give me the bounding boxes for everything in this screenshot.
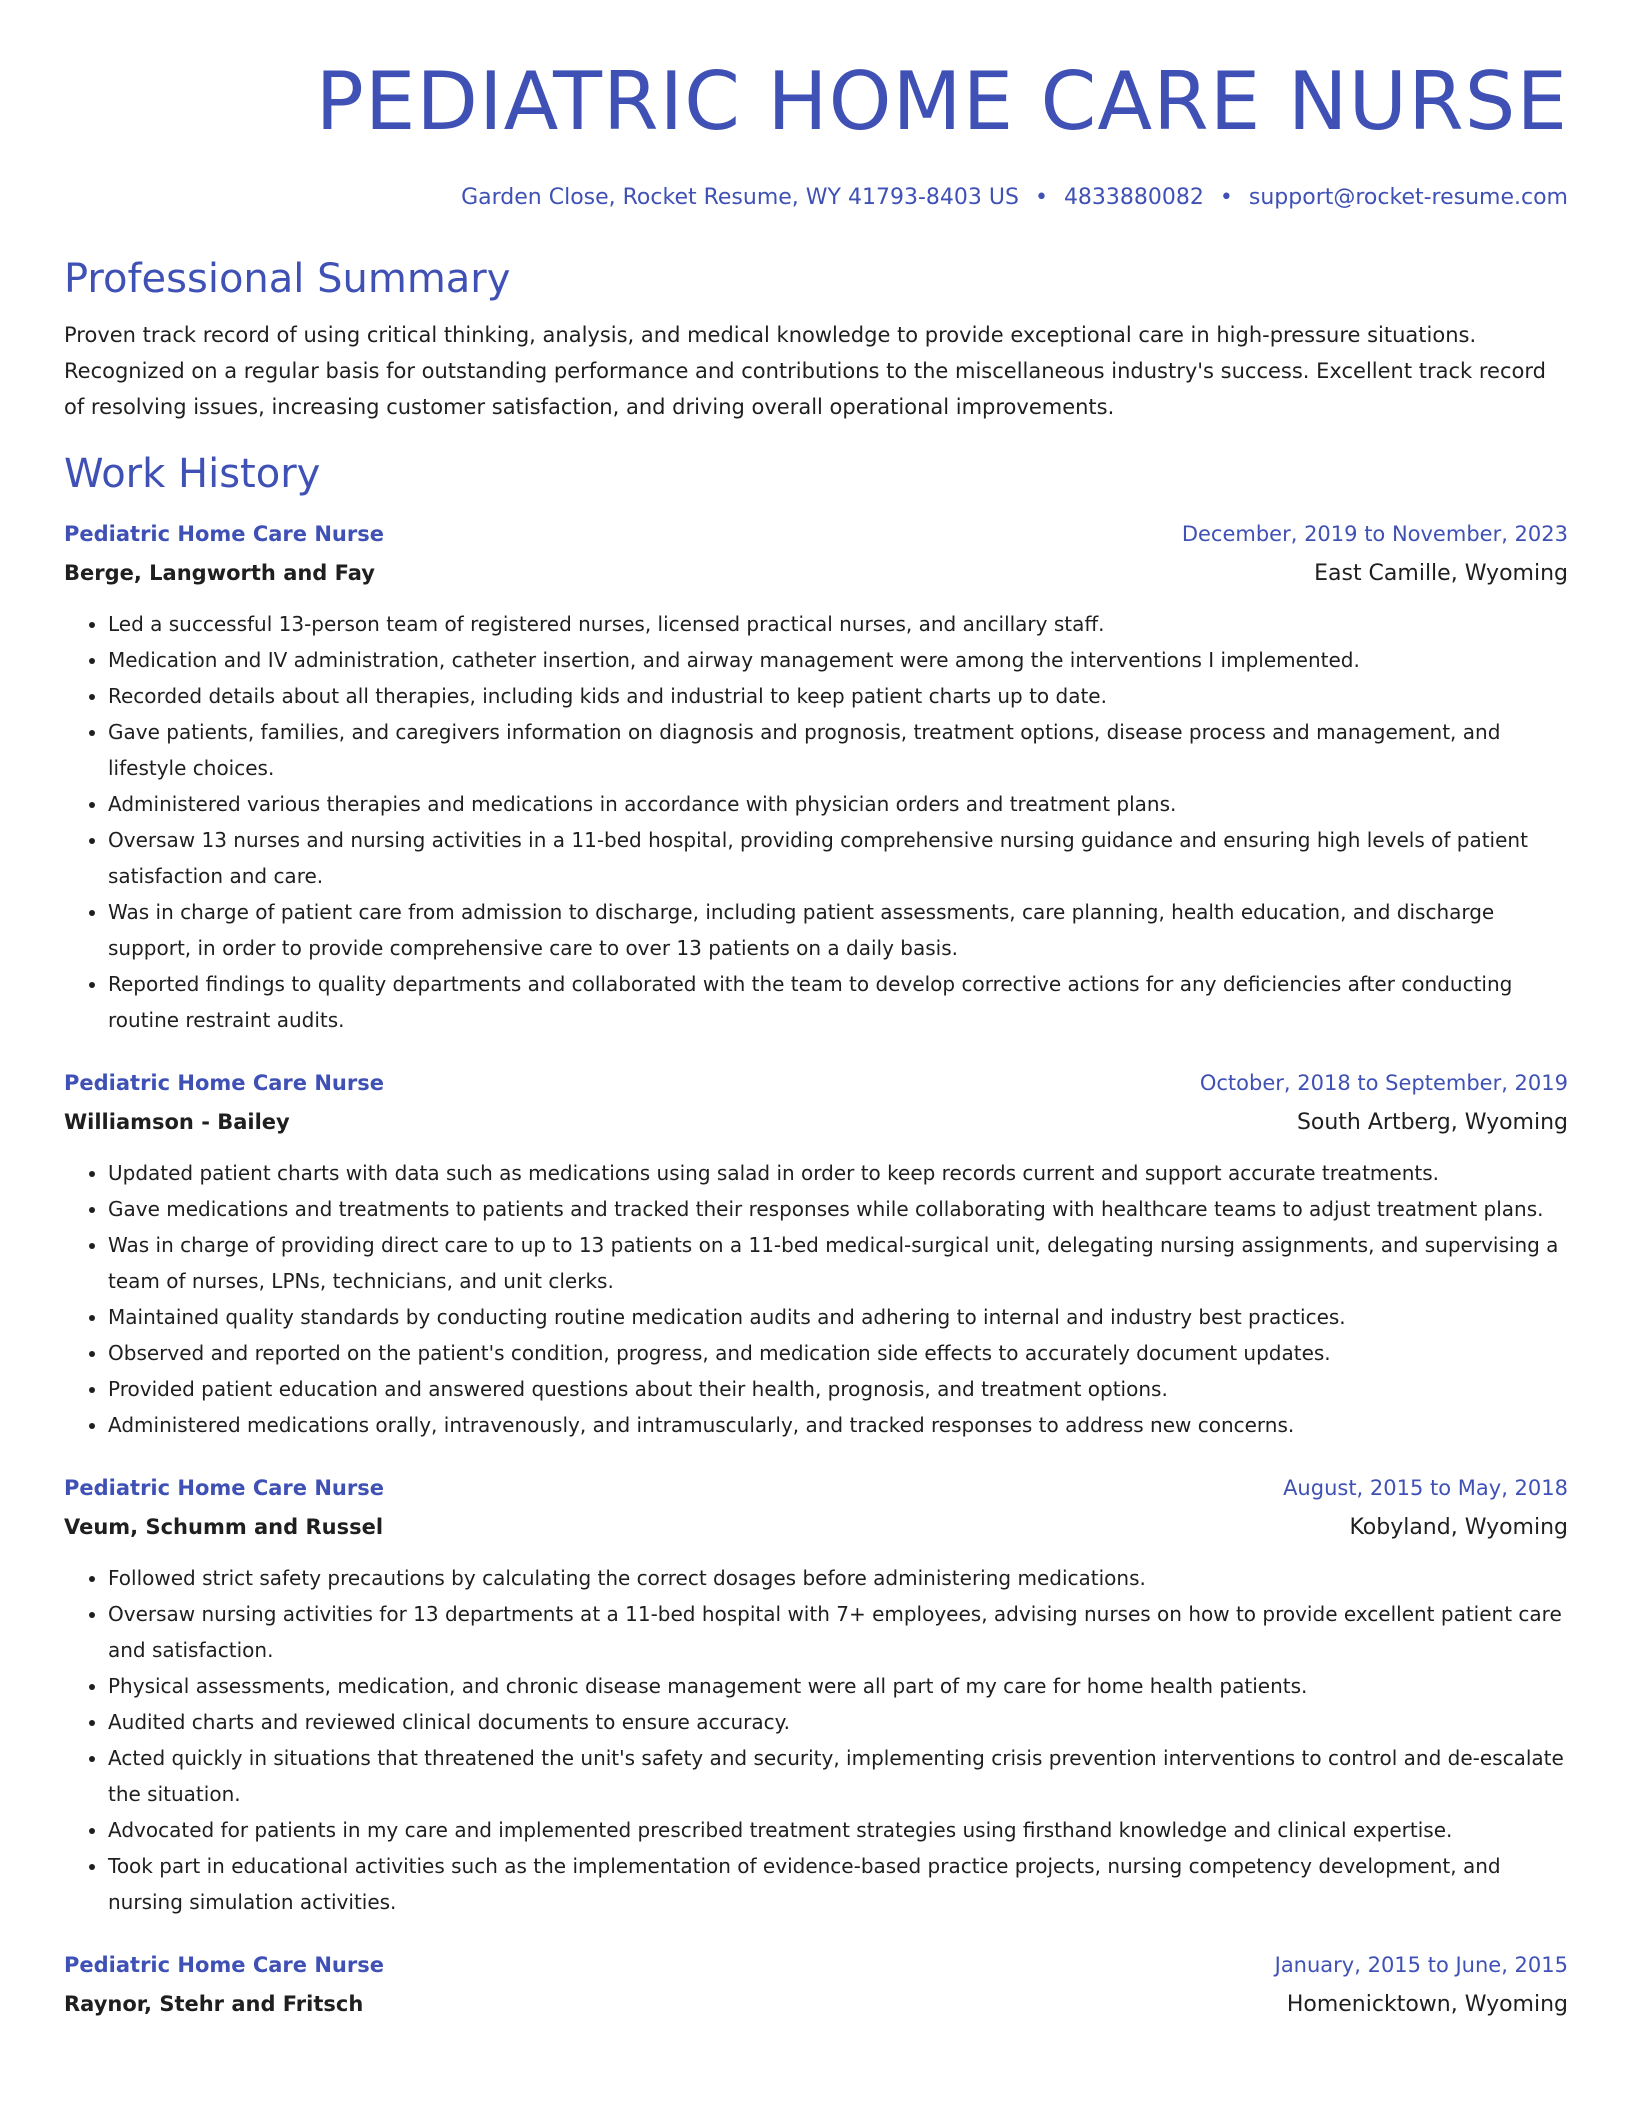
job-title: Pediatric Home Care Nurse [64, 522, 384, 546]
job-bullet: • Led a successful 13-person team of registered nurses, licensed practical nurses, and ancillary staff. [108, 606, 1568, 642]
job-bullet: • Oversaw 13 nurses and nursing activities in a 11-bed hospital, providing comprehensive nursing guidance and ensuring high levels of patient satisfaction and care. [108, 822, 1568, 894]
job-company: Williamson - Bailey [64, 1110, 290, 1134]
job-company-row [64, 1984, 1568, 2025]
job-bullet: • Gave patients, families, and caregivers information on diagnosis and prognosis, treatment options, disease process and management, and lifestyle choices. [108, 714, 1568, 786]
summary-text: Proven track record of using critical thinking, analysis, and medical knowledge to provide exceptional care in high-pressure situations. Recognized on a regular basis for outstanding performance and contributions to the miscellaneous industry's success. Excellent track record of resolving issues, increasing customer satisfaction, and driving overall operational improvements. [64, 323, 1546, 419]
job-bullet: • Acted quickly in situations that threatened the unit's safety and security, implementing crisis prevention interventions to control and de-escalate the situation. [108, 1740, 1568, 1812]
job-header-row [64, 515, 1568, 553]
job-bullets [64, 606, 1568, 1038]
job-company: Raynor, Stehr and Fritsch [64, 1992, 364, 2016]
job-title: Pediatric Home Care Nurse [64, 1953, 384, 1977]
job-dates: August, 2015 to May, 2018 [1283, 1476, 1568, 1500]
job-bullet: • Oversaw nursing activities for 13 departments at a 11-bed hospital with 7+ employees, advising nurses on how to provide excellent patient care and satisfaction. [108, 1596, 1568, 1668]
contact-address: Garden Close, Rocket Resume, WY 41793-8403 US [461, 185, 1019, 210]
resume-page [64, 0, 1568, 2025]
job-bullet: • Reported findings to quality departments and collaborated with the team to develop corrective actions for any deficiencies after conducting routine restraint audits. [108, 966, 1568, 1038]
summary-heading: Professional Summary [64, 256, 511, 302]
contact-separator: • [1219, 185, 1233, 210]
job-bullet: • Followed strict safety precautions by calculating the correct dosages before administering medications. [108, 1560, 1568, 1596]
job-bullets [64, 1560, 1568, 1920]
job-company-row [64, 1102, 1568, 1143]
job-location: Homenicktown, Wyoming [1286, 1992, 1568, 2017]
job-title: Pediatric Home Care Nurse [64, 1476, 384, 1500]
job-bullet: • Updated patient charts with data such as medications using salad in order to keep records current and support accurate treatments. [108, 1155, 1568, 1191]
job-bullet: • Audited charts and reviewed clinical documents to ensure accuracy. [108, 1704, 1568, 1740]
job-company: Berge, Langworth and Fay [64, 561, 375, 585]
job-bullet: • Was in charge of providing direct care to up to 13 patients on a 11-bed medical-surgical unit, delegating nursing assignments, and supervising a team of nurses, LPNs, technicians, and unit clerks. [108, 1227, 1568, 1299]
job-dates: October, 2018 to September, 2019 [1199, 1071, 1568, 1095]
job-location: Kobyland, Wyoming [1349, 1515, 1568, 1540]
job-bullet: • Was in charge of patient care from admission to discharge, including patient assessments, care planning, health education, and discharge support, in order to provide comprehensive care to over 13 patients on a daily basis. [108, 894, 1568, 966]
job-entry [64, 1064, 1568, 1443]
job-location: East Camille, Wyoming [1314, 561, 1568, 586]
job-bullet: • Medication and IV administration, catheter insertion, and airway management were among the interventions I implemented. [108, 642, 1568, 678]
job-bullet: • Physical assessments, medication, and chronic disease management were all part of my care for home health patients. [108, 1668, 1568, 1704]
contact-email[interactable]: support@rocket-resume.com [1248, 185, 1568, 210]
job-bullet: • Administered various therapies and medications in accordance with physician orders and treatment plans. [108, 786, 1568, 822]
job-bullet: • Gave medications and treatments to patients and tracked their responses while collaborating with healthcare teams to adjust treatment plans. [108, 1191, 1568, 1227]
job-title: Pediatric Home Care Nurse [64, 1071, 384, 1095]
job-bullet: • Advocated for patients in my care and implemented prescribed treatment strategies using firsthand knowledge and clinical expertise. [108, 1812, 1568, 1848]
job-bullet: • Administered medications orally, intravenously, and intramuscularly, and tracked responses to address new concerns. [108, 1407, 1568, 1443]
contact-separator: • [1034, 185, 1048, 210]
job-bullets [64, 1155, 1568, 1443]
job-entry [64, 1946, 1568, 2025]
job-dates: January, 2015 to June, 2015 [1274, 1953, 1568, 1977]
job-company-row [64, 1507, 1568, 1548]
contact-phone[interactable]: 4833880082 [1063, 185, 1204, 210]
contact-line [64, 183, 1568, 213]
job-company-row [64, 553, 1568, 594]
job-entry [64, 515, 1568, 1038]
job-entry [64, 1469, 1568, 1920]
job-location: South Artberg, Wyoming [1296, 1110, 1568, 1135]
work-history-heading: Work History [64, 451, 321, 497]
job-bullet: • Took part in educational activities such as the implementation of evidence-based practice projects, nursing competency development, and nursing simulation activities. [108, 1848, 1568, 1920]
job-dates: December, 2019 to November, 2023 [1181, 522, 1568, 546]
job-bullet: • Maintained quality standards by conducting routine medication audits and adhering to internal and industry best practices. [108, 1299, 1568, 1335]
job-bullet: • Provided patient education and answered questions about their health, prognosis, and treatment options. [108, 1371, 1568, 1407]
job-bullet: • Recorded details about all therapies, including kids and industrial to keep patient charts up to date. [108, 678, 1568, 714]
resume-name: PEDIATRIC HOME CARE NURSE [315, 55, 1568, 148]
job-header-row [64, 1064, 1568, 1102]
job-header-row [64, 1946, 1568, 1984]
job-bullet: • Observed and reported on the patient's condition, progress, and medication side effects to accurately document updates. [108, 1335, 1568, 1371]
job-header-row [64, 1469, 1568, 1507]
job-company: Veum, Schumm and Russel [64, 1515, 384, 1539]
